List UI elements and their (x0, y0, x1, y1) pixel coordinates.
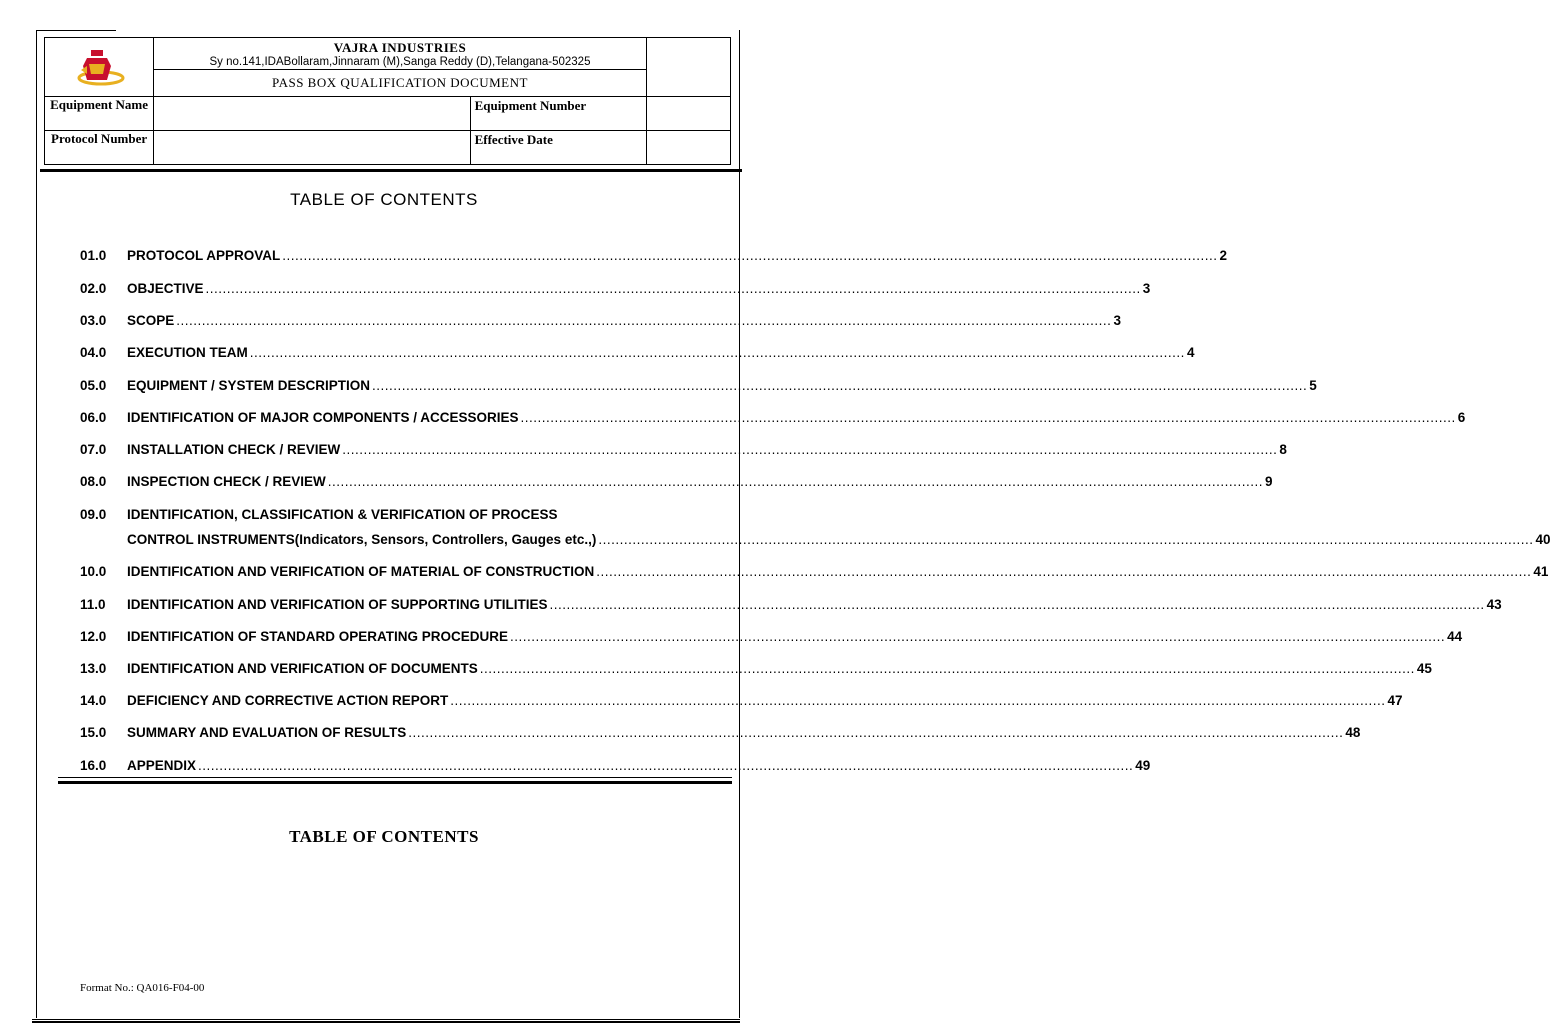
toc-entry-continuation (127, 531, 1551, 549)
toc-entry-leader: ............................................................................................................................................................................................................................ (342, 442, 1278, 457)
toc-entry-leader: ............................................................................................................................................................................................................................ (282, 248, 1218, 263)
toc-entry-page: 44 (1447, 629, 1463, 644)
toc-entry-number: 10.0 (80, 564, 107, 579)
document-title: PASS BOX QUALIFICATION DOCUMENT (154, 70, 647, 97)
toc-entry-number: 04.0 (80, 345, 107, 360)
toc-entry-number: 14.0 (80, 693, 107, 708)
toc-entry-number: 08.0 (80, 474, 107, 489)
toc-entry-title: SCOPE (127, 313, 175, 328)
toc-entry-leader: ............................................................................................................................................................................................................................ (249, 345, 1185, 360)
company-name: VAJRA INDUSTRIES (333, 40, 467, 55)
toc-entry[interactable] (80, 506, 700, 524)
company-address: Sy no.141,IDABollaram,Jinnaram (M),Sanga Reddy (D),Telangana-502325 (209, 56, 591, 68)
toc-entry-leader: ............................................................................................................................................................................................................................ (408, 725, 1344, 740)
document-header-table (44, 37, 731, 165)
toc-entry-number: 09.0 (80, 507, 107, 522)
toc-entry-title: IDENTIFICATION, CLASSIFICATION & VERIFICATION OF PROCESS (127, 507, 558, 522)
toc-entry-leader: ............................................................................................................................................................................................................................ (205, 281, 1141, 296)
toc-entry[interactable] (80, 596, 1502, 614)
protocol-number-label: Protocol Number (45, 131, 154, 165)
toc-entry[interactable] (80, 692, 1403, 710)
toc-entry[interactable] (80, 473, 1273, 491)
toc-entry-page: 6 (1457, 410, 1466, 425)
logo-cell (45, 38, 154, 97)
equipment-name-value (154, 97, 470, 131)
toc-entry-leader: ............................................................................................................................................................................................................................ (479, 661, 1415, 676)
protocol-number-value (154, 131, 470, 165)
toc-entry-title: OBJECTIVE (127, 281, 204, 296)
toc-entry-number: 12.0 (80, 629, 107, 644)
toc-entry-number: 11.0 (80, 597, 106, 612)
toc-entry-page: 47 (1387, 693, 1403, 708)
toc-heading-repeat: TABLE OF CONTENTS (289, 827, 479, 846)
toc-entry-number: 05.0 (80, 378, 107, 393)
toc-entry-number: 07.0 (80, 442, 107, 457)
toc-entry-leader: ............................................................................................................................................................................................................................ (176, 313, 1112, 328)
toc-entry-title: IDENTIFICATION OF MAJOR COMPONENTS / ACCESSORIES (127, 410, 519, 425)
toc-entry[interactable] (80, 409, 1466, 427)
equipment-number-value (646, 97, 730, 131)
toc-entry-page: 45 (1416, 661, 1432, 676)
toc-entry-page: 3 (1113, 313, 1121, 328)
page-frame (36, 30, 740, 1018)
equipment-number-label: Equipment Number (470, 97, 646, 131)
company-info-cell (154, 38, 647, 70)
toc-entry[interactable] (80, 441, 1287, 459)
effective-date-label: Effective Date (470, 131, 646, 165)
toc-entry-title: PROTOCOL APPROVAL (127, 248, 281, 263)
toc-entry-page: 4 (1186, 345, 1195, 360)
toc-entry-title: IDENTIFICATION AND VERIFICATION OF DOCUMENTS (127, 661, 478, 676)
toc-entry-number: 15.0 (80, 725, 107, 740)
toc-entry-leader: ............................................................................................................................................................................................................................ (596, 564, 1532, 579)
toc-entry-title: INSTALLATION CHECK / REVIEW (127, 442, 341, 457)
toc-entry-number: 06.0 (80, 410, 107, 425)
toc-entry-number: 03.0 (80, 313, 107, 328)
toc-entry-title: EQUIPMENT / SYSTEM DESCRIPTION (127, 378, 371, 393)
toc-entry-number: 01.0 (80, 248, 107, 263)
toc-entry-title: IDENTIFICATION AND VERIFICATION OF MATERIAL OF CONSTRUCTION (127, 564, 595, 579)
toc-entry[interactable] (80, 628, 1463, 646)
toc-entry-number: 16.0 (80, 758, 107, 773)
toc-entry-page: 40 (1535, 532, 1551, 547)
toc-entry[interactable] (80, 563, 1549, 581)
toc-entry-page: 5 (1309, 378, 1317, 393)
header-separator (40, 169, 742, 172)
company-logo-icon (69, 44, 129, 94)
toc-entry[interactable] (80, 377, 1317, 395)
toc-entry[interactable] (80, 757, 1151, 775)
toc-entry-title-line2: CONTROL INSTRUMENTS (127, 532, 295, 547)
header-blank-cell (646, 38, 730, 97)
toc-entry-title-sub: (Indicators, Sensors, Controllers, Gauges etc.,) (294, 532, 597, 547)
toc-end-rule-thin (58, 777, 732, 778)
toc-entry-page: 41 (1533, 564, 1549, 579)
toc-entry-title: SUMMARY AND EVALUATION OF RESULTS (127, 725, 407, 740)
format-number: Format No.: QA016-F04-00 (80, 982, 205, 994)
toc-entry-leader: ............................................................................................................................................................................................................................ (520, 410, 1456, 425)
toc-entry-page: 3 (1142, 281, 1151, 296)
toc-entry-number: 13.0 (80, 661, 107, 676)
page-bottom-rule-thick (32, 1021, 740, 1023)
toc-entry-page: 49 (1135, 758, 1151, 773)
toc-entry-page: 8 (1279, 442, 1287, 457)
toc-entry-leader: ............................................................................................................................................................................................................................ (549, 597, 1485, 612)
toc-entry-leader: ............................................................................................................................................................................................................................ (327, 474, 1263, 489)
toc-entry-page: 48 (1345, 725, 1361, 740)
toc-entry-title: DEFICIENCY AND CORRECTIVE ACTION REPORT (127, 693, 449, 708)
toc-entry-title: APPENDIX (127, 758, 197, 773)
toc-entry-leader: ............................................................................................................................................................................................................................ (372, 378, 1308, 393)
toc-entry-title: IDENTIFICATION OF STANDARD OPERATING PROCEDURE (127, 629, 508, 644)
toc-entry-page: 43 (1486, 597, 1502, 612)
toc-entry-leader: ............................................................................................................................................................................................................................ (510, 629, 1446, 644)
toc-entry[interactable] (80, 247, 1227, 265)
toc-entry-leader: ............................................................................................................................................................................................................................ (450, 693, 1386, 708)
toc-entry[interactable] (80, 280, 1151, 298)
equipment-name-label: Equipment Name (45, 97, 154, 131)
toc-heading: TABLE OF CONTENTS (290, 190, 478, 209)
toc-entry-number: 02.0 (80, 281, 107, 296)
toc-entry-leader: ............................................................................................................................................................................................................................ (198, 758, 1134, 773)
toc-entry[interactable] (80, 660, 1432, 678)
toc-entry[interactable] (80, 724, 1361, 742)
toc-entry-title: EXECUTION TEAM (127, 345, 248, 360)
toc-entry-title: IDENTIFICATION AND VERIFICATION OF SUPPORTING UTILITIES (127, 597, 548, 612)
toc-entry-leader: ............................................................................................................................................................................................................................ (598, 532, 1534, 547)
toc-entry[interactable] (80, 312, 1121, 330)
frame-top-line (36, 30, 116, 31)
toc-entry[interactable] (80, 344, 1195, 362)
toc-end-rule-thick (58, 781, 732, 784)
effective-date-value (646, 131, 730, 165)
toc-entry-page: 9 (1264, 474, 1273, 489)
page-bottom-rule-thin (32, 1019, 740, 1020)
toc-entry-page: 2 (1219, 248, 1227, 263)
toc-entry-title: INSPECTION CHECK / REVIEW (127, 474, 326, 489)
